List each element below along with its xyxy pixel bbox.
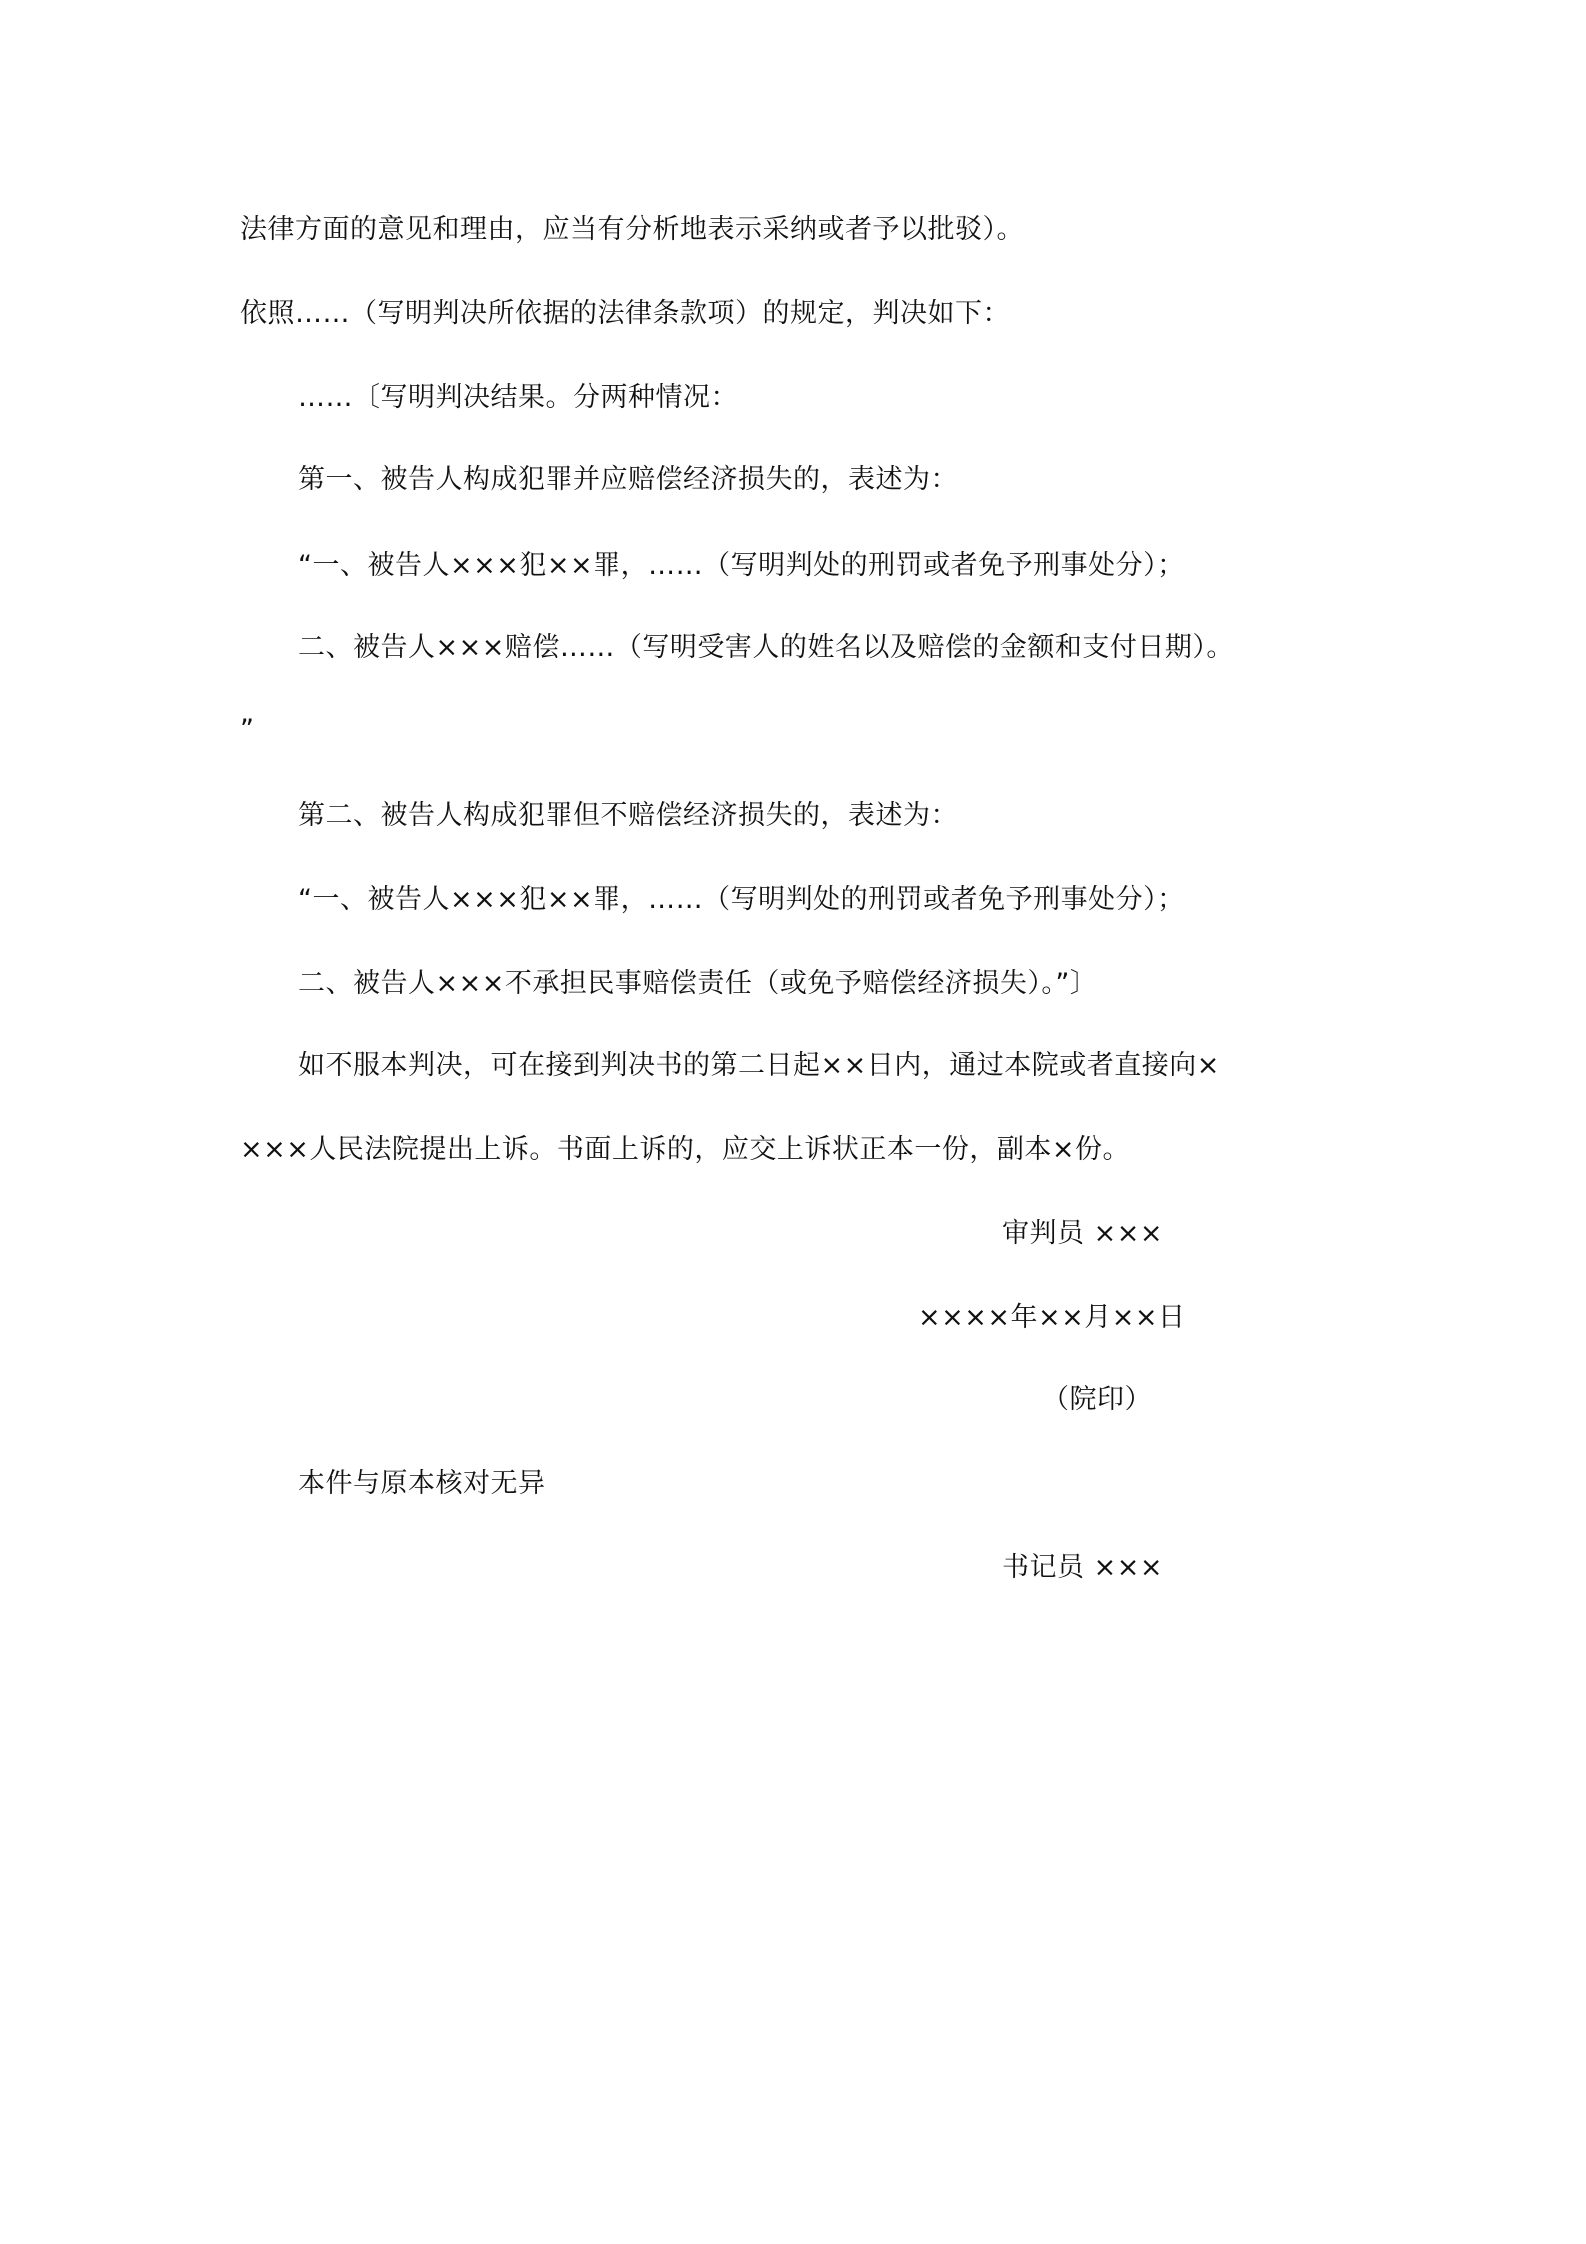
text-line-case-two-item-one: “一、被告人×××犯××罪，……（写明判处的刑罚或者免予刑事处分）； <box>298 884 1185 915</box>
text-line-verification: 本件与原本核对无异 <box>298 1468 546 1499</box>
text-line-appeal-notice-cont: ×××人民法院提出上诉。书面上诉的，应交上诉状正本一份，副本×份。 <box>240 1134 1130 1165</box>
signature-clerk: 书记员 ××× <box>1002 1552 1163 1583</box>
text-line-appeal-notice: 如不服本判决，可在接到判决书的第二日起××日内，通过本院或者直接向× <box>298 1050 1220 1081</box>
text-line-judgment-result: ……〔写明判决结果。分两种情况： <box>298 382 738 413</box>
text-line-case-one-item-two: 二、被告人×××赔偿……（写明受害人的姓名以及赔偿的金额和支付日期）。 <box>298 632 1234 663</box>
signature-judge: 审判员 ××× <box>1002 1218 1163 1249</box>
court-seal-label: （院印） <box>1042 1384 1152 1415</box>
text-line-case-one-item-one: “一、被告人×××犯××罪，……（写明判处的刑罚或者免予刑事处分）； <box>298 550 1185 581</box>
text-line-case-one-heading: 第一、被告人构成犯罪并应赔偿经济损失的，表述为： <box>298 464 958 495</box>
text-line-closing-quote: ” <box>240 714 255 745</box>
text-line-case-two-heading: 第二、被告人构成犯罪但不赔偿经济损失的，表述为： <box>298 800 958 831</box>
signature-date: ××××年××月××日 <box>918 1302 1186 1333</box>
text-line-case-two-item-two: 二、被告人×××不承担民事赔偿责任（或免予赔偿经济损失）。”〕 <box>298 968 1098 999</box>
text-line-legal-basis: 依照……（写明判决所依据的法律条款项）的规定，判决如下： <box>240 298 1010 329</box>
text-line-reasoning-end: 法律方面的意见和理由，应当有分析地表示采纳或者予以批驳）。 <box>240 214 1024 245</box>
